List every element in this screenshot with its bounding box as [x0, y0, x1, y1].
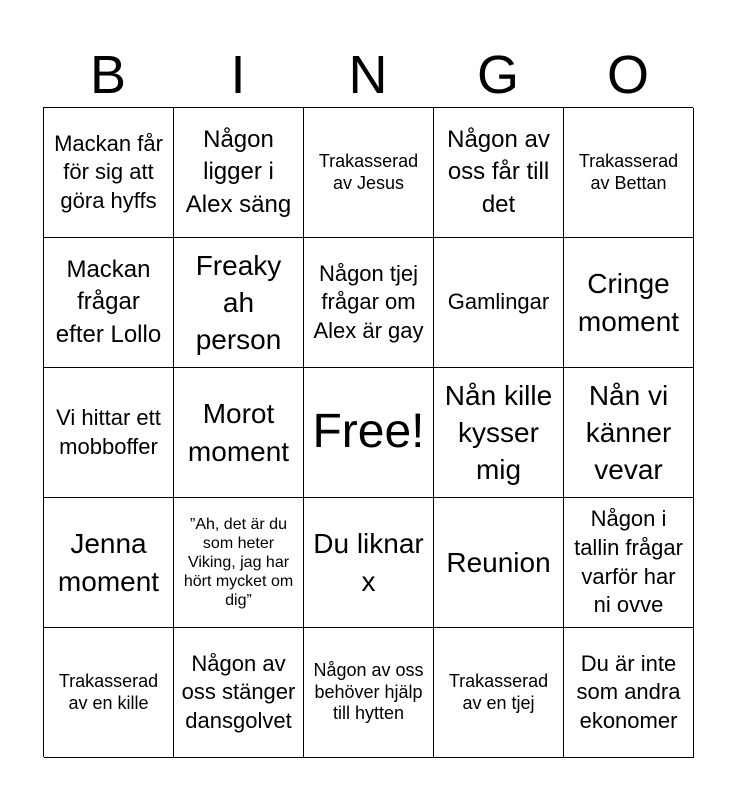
bingo-cell-r4-c0[interactable]: Trakasserad av en kille [44, 628, 174, 758]
bingo-cell-r4-c3[interactable]: Trakasserad av en tjej [434, 628, 564, 758]
bingo-cell-r0-c2[interactable]: Trakasserad av Jesus [304, 108, 434, 238]
bingo-header [43, 44, 693, 106]
bingo-cell-r1-c1[interactable]: Freaky ah person [174, 238, 304, 368]
header-letter-g: G [476, 45, 519, 105]
bingo-cell-r1-c4[interactable]: Cringe moment [564, 238, 694, 368]
bingo-cell-r0-c0[interactable]: Mackan får för sig att göra hyffs [44, 108, 174, 238]
bingo-cell-free[interactable]: Free! [304, 368, 434, 498]
bingo-cell-r3-c3[interactable]: Reunion [434, 498, 564, 628]
header-letter-o: O [606, 45, 649, 105]
bingo-cell-r2-c0[interactable]: Vi hittar ett mobboffer [44, 368, 174, 498]
bingo-grid [43, 107, 693, 757]
bingo-cell-r1-c0[interactable]: Mackan frågar efter Lollo [44, 238, 174, 368]
bingo-cell-r3-c0[interactable]: Jenna moment [44, 498, 174, 628]
header-letter-n: N [348, 45, 388, 105]
header-letter-i: I [230, 45, 246, 105]
bingo-cell-r1-c3[interactable]: Gamlingar [434, 238, 564, 368]
bingo-cell-r0-c3[interactable]: Någon av oss får till det [434, 108, 564, 238]
bingo-cell-r3-c4[interactable]: Någon i tallin frågar varför har ni ovve [564, 498, 694, 628]
bingo-cell-r4-c1[interactable]: Någon av oss stänger dansgolvet [174, 628, 304, 758]
header-letter-b: B [89, 45, 127, 105]
bingo-cell-r3-c1[interactable]: ”Ah, det är du som heter Viking, jag har hört mycket om dig” [174, 498, 304, 628]
bingo-cell-r3-c2[interactable]: Du liknar x [304, 498, 434, 628]
bingo-cell-r2-c3[interactable]: Nån kille kysser mig [434, 368, 564, 498]
bingo-cell-r4-c4[interactable]: Du är inte som andra ekonomer [564, 628, 694, 758]
bingo-cell-r2-c4[interactable]: Nån vi känner vevar [564, 368, 694, 498]
bingo-cell-r0-c4[interactable]: Trakasserad av Bettan [564, 108, 694, 238]
bingo-cell-r0-c1[interactable]: Någon ligger i Alex säng [174, 108, 304, 238]
bingo-cell-r2-c1[interactable]: Morot moment [174, 368, 304, 498]
bingo-cell-r4-c2[interactable]: Någon av oss behöver hjälp till hytten [304, 628, 434, 758]
bingo-cell-r1-c2[interactable]: Någon tjej frågar om Alex är gay [304, 238, 434, 368]
